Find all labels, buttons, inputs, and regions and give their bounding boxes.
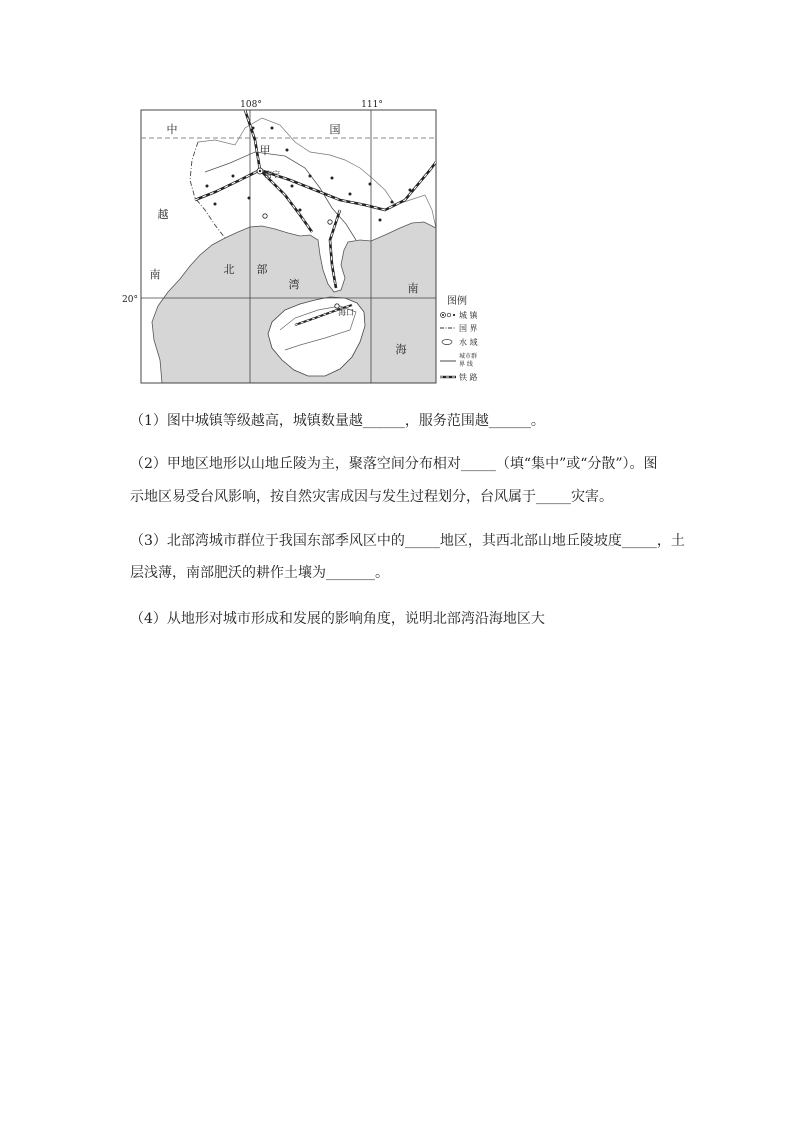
- tick-20: 20°: [122, 295, 138, 305]
- town-dot: [214, 203, 217, 206]
- town-dot: [349, 193, 352, 196]
- town-dot: [369, 183, 372, 186]
- legend: [440, 294, 479, 382]
- legend-water-icon: [442, 340, 452, 345]
- legend-town-icon: [453, 314, 455, 316]
- label-zhong: 中: [166, 123, 178, 136]
- tick-111: 111°: [361, 100, 383, 110]
- legend-town-icon: [442, 314, 444, 316]
- legend-cluster-label-1: 城市群: [459, 353, 478, 360]
- tick-108: 108°: [240, 100, 262, 110]
- province-boundary: [198, 118, 436, 228]
- label-wan: 湾: [288, 278, 300, 291]
- label-nanning: 南宁: [264, 170, 280, 179]
- label-guo: 国: [329, 123, 341, 136]
- legend-town-icon: [447, 313, 451, 317]
- town-dot: [379, 219, 382, 222]
- label-yue: 越: [157, 208, 169, 221]
- legend-title: 图例: [447, 296, 467, 307]
- town-dot: [248, 197, 251, 200]
- town-dot: [299, 209, 302, 212]
- legend-town-label: 城 镇: [459, 311, 478, 320]
- question-4-line-1: （4）从地形对城市形成和发展的影响角度，说明北部湾沿海地区大: [130, 611, 545, 627]
- question-3-line-1: （3）北部湾城市群位于我国东部季风区中的_____地区，其西北部山地丘陵坡度_____，土: [130, 533, 685, 549]
- railway-east: [260, 162, 436, 210]
- question-3-line-2: 层浅薄，南部肥沃的耕作土壤为_______。: [130, 565, 389, 581]
- question-2-line-2: 示地区易受台风影响，按自然灾害成因与发生过程划分，台风属于_____灾害。: [130, 489, 613, 505]
- label-nan-vietnam: 南: [149, 268, 161, 281]
- nanning-symbol-inner: [259, 170, 261, 172]
- town-dot: [391, 201, 394, 204]
- beibu-gulf-map: [115, 95, 485, 390]
- question-2-line-1: （2）甲地区地形以山地丘陵为主，聚落空间分布相对_____（填“集中”或“分散”）。图: [130, 456, 658, 472]
- label-haikou: 海口: [338, 308, 354, 317]
- town-dot: [206, 185, 209, 188]
- town-dot: [331, 177, 334, 180]
- label-nan-sea: 南: [407, 282, 419, 295]
- legend-border-label: 国 界: [459, 324, 478, 333]
- railway-north: [245, 110, 260, 170]
- town-circle: [263, 214, 267, 218]
- town-dot: [309, 175, 312, 178]
- town-dot: [232, 175, 235, 178]
- town-dot: [409, 189, 412, 192]
- town-circle: [328, 220, 332, 224]
- label-bei: 北: [223, 263, 235, 276]
- legend-railway-label: 铁 路: [459, 373, 478, 382]
- legend-cluster-label-2: 界 线: [459, 361, 473, 368]
- label-bu: 部: [256, 263, 268, 276]
- legend-water-label: 水 域: [459, 338, 478, 347]
- town-dot: [252, 127, 255, 130]
- label-hai-sea: 海: [395, 343, 407, 356]
- town-dot: [271, 127, 274, 130]
- question-1-line-1: （1）图中城镇等级越高，城镇数量越______，服务范围越______。: [130, 413, 545, 429]
- town-dot: [286, 149, 289, 152]
- town-dot: [291, 185, 294, 188]
- label-jia: 甲: [259, 144, 271, 157]
